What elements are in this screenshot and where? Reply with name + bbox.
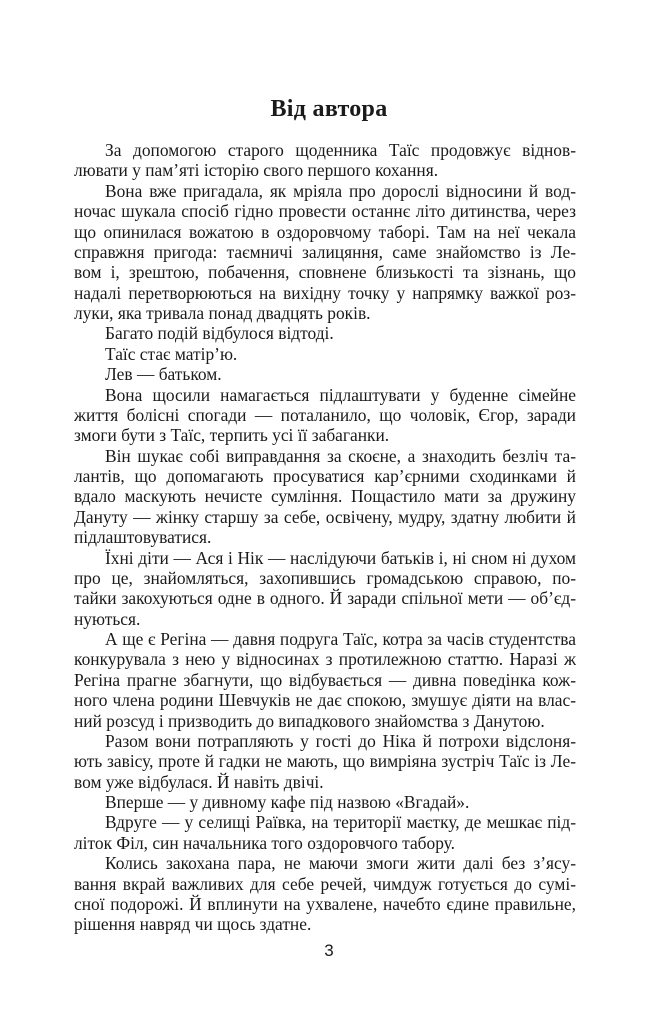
text-line: вом уже відбулася. Й навіть двічі. bbox=[74, 771, 324, 792]
text-line: Разом вони потрапляють у гості до Ніка й потрохи відслоня- bbox=[105, 730, 576, 751]
page-title: Від автора bbox=[270, 96, 388, 122]
text-line: підлаштовуватися. bbox=[74, 527, 212, 548]
text-line: життя болісні спогади — поталанило, що чоловік, Єгор, заради bbox=[74, 404, 576, 425]
text-line: лантів, що допомагають просуватися кар’єрними сходинками й bbox=[74, 466, 576, 486]
text-line: Вдруге — у селищі Раївка, на території маєтку, де мешкає під- bbox=[105, 812, 576, 833]
text-line: А ще є Регіна — давня подруга Таїс, котра за часів студентства bbox=[105, 629, 576, 649]
text-line: рішення навряд чи щось здатне. bbox=[74, 914, 312, 935]
text-line: Їхні діти — Ася і Нік — наслідуючи батьків і, ні сном ні духом bbox=[105, 547, 576, 568]
text-line: справжня пригода: таємничі залицяння, саме знайомство із Ле- bbox=[74, 241, 576, 262]
text-line: вання вкрай важливих для себе речей, чимдуж готується до сумі- bbox=[74, 873, 576, 894]
text-line: Він шукає собі виправдання за скоєне, а знаходить безліч та- bbox=[105, 445, 576, 466]
text-line: про це, знайомляться, захопившись громадською справою, по- bbox=[74, 567, 576, 588]
text-line: надалі перетворюються на вихідну точку у напрямку важкої роз- bbox=[74, 282, 576, 303]
text-line: ють завісу, проте й гадки не мають, що вимріяна зустріч Таїс із Ле- bbox=[74, 751, 576, 772]
text-line: Вперше — у дивному кафе під назвою «Вгадай». bbox=[105, 792, 470, 812]
text-line: лювати у пам’яті історію свого першого кохання. bbox=[74, 160, 439, 181]
text-line: ний розсуд і призводить до випадкового знайомства з Данутою. bbox=[74, 710, 545, 731]
body-text bbox=[74, 140, 576, 935]
text-line: Вона вже пригадала, як мріяла про дорослі відносини й вод- bbox=[105, 180, 576, 201]
text-line: Багато подій відбулося відтоді. bbox=[105, 323, 334, 344]
text-line: ного члена родини Шевчуків не дає спокою, змушує діяти на влас- bbox=[74, 690, 576, 711]
text-line: вдало маскують нечисте сумління. Пощастило мати за дружину bbox=[74, 486, 576, 507]
text-line: Лев — батьком. bbox=[105, 364, 222, 385]
page-number: 3 bbox=[324, 941, 334, 960]
text-line: нуються. bbox=[74, 608, 141, 629]
text-line: ночас шукала спосіб гідно провести останнє літо дитинства, через bbox=[74, 201, 576, 222]
text-line: сної подорожі. Й вплинути на ухвалене, начебто єдине правильне, bbox=[74, 893, 576, 914]
text-line: Колись закохана пара, не маючи змоги жити далі без з’ясу- bbox=[105, 853, 576, 874]
text-line: Регіна прагне збагнути, що відбувається — дивна поведінка кож- bbox=[74, 669, 576, 690]
text-line: тайки закохуються одне в одного. Й заради спільної мети — об’єд- bbox=[74, 588, 576, 609]
text-line: луки, яка тривала понад двадцять років. bbox=[74, 303, 371, 323]
text-line: За допомогою старого щоденника Таїс продовжує віднов- bbox=[105, 140, 576, 160]
text-line: вом і, зрештою, побачення, сповнене близькості та зізнань, що bbox=[74, 262, 576, 283]
text-line: Вона щосили намагається підлаштувати у буденне сімейне bbox=[105, 384, 576, 405]
text-line: літок Філ, син начальника того оздоровчого табору. bbox=[74, 832, 455, 853]
text-line: конкурувала з нею у відносинах з протилежною статтю. Наразі ж bbox=[74, 649, 576, 670]
text-line: Дануту — жінку старшу за себе, освічену, мудру, здатну любити й bbox=[74, 506, 576, 527]
text-line: що опинилася вожатою в оздоровчому таборі. Там на неї чекала bbox=[74, 221, 576, 242]
text-line: Таїс стає матір’ю. bbox=[105, 343, 238, 364]
text-line: змоги бути з Таїс, терпить усі її забаганки. bbox=[74, 425, 390, 446]
